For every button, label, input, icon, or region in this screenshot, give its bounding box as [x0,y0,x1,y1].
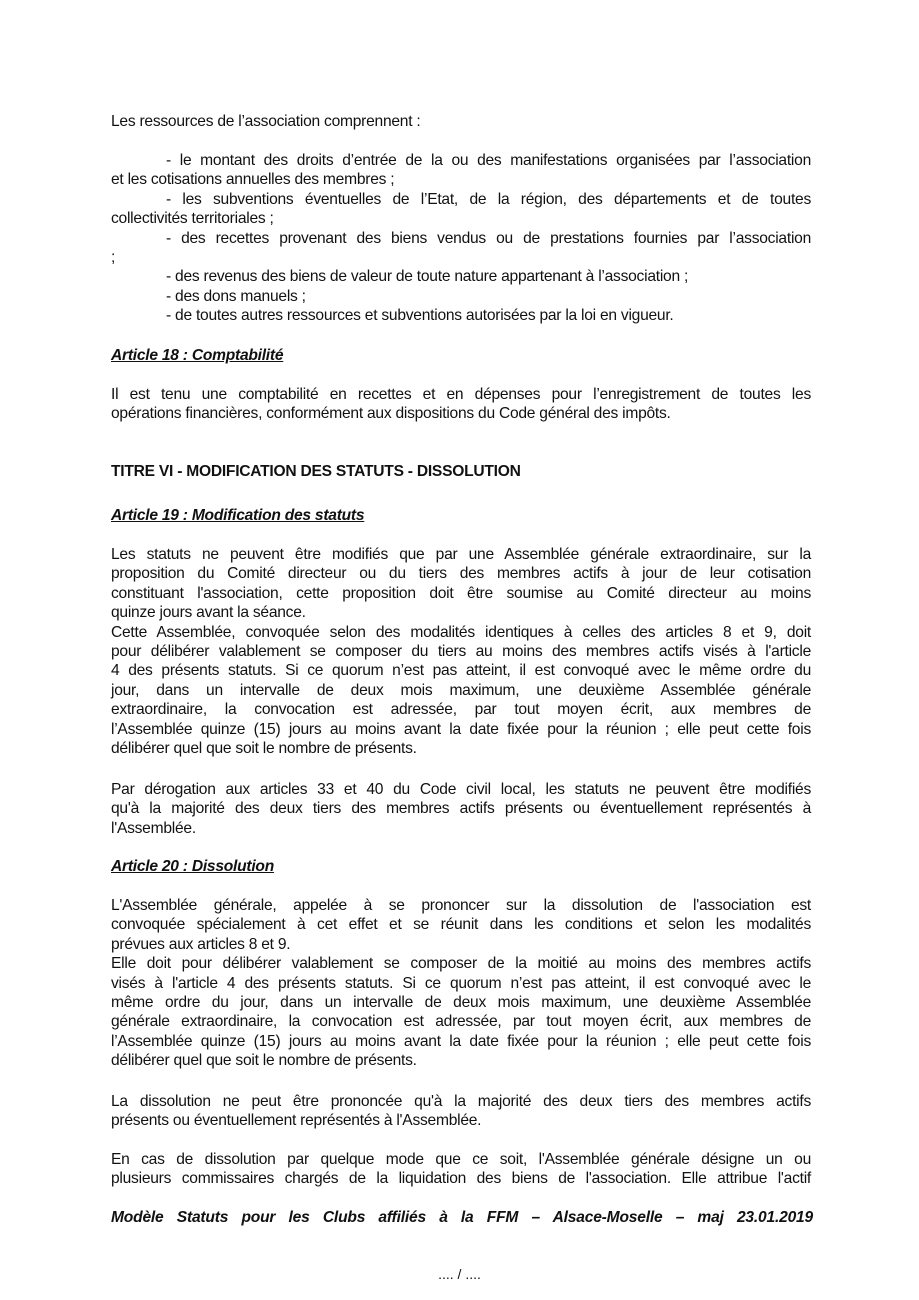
text-line: constituant l'association, cette proposition doit être soumise au Comité directeur au moins [111,584,811,602]
resource-item-3-cont: ; [111,249,116,267]
text-line: proposition du Comité directeur ou du tiers des membres actifs à jour de leur cotisation [111,565,811,583]
resources-list [111,151,811,326]
article-20-para-3 [111,1092,811,1131]
titre-6-wrap [111,462,811,481]
text-line: présents ou éventuellement représentés à l'Assemblée. [111,1112,482,1130]
resource-item-2: - les subventions éventuelles de l’Etat, de la région, des départements et de toutes [166,190,811,208]
text-line: jour, dans un intervalle de deux mois maximum, une deuxième Assemblée générale [111,681,811,699]
text-line: l’Assemblée quinze (15) jours au moins avant la date fixée pour la réunion ; elle peut cette fois [111,1032,811,1050]
text-line: qu'à la majorité des deux tiers des membres actifs présents ou éventuellement représentés à [111,800,811,818]
article-20-para-1-2 [111,896,811,1071]
text-line: prévues aux articles 8 et 9. [111,935,291,953]
text-line: l'Assemblée. [111,819,196,837]
text-line: 4 des présents statuts. Si ce quorum n’est pas atteint, il est convoqué avec le même ordre du [111,662,811,680]
text-line: délibérer quel que soit le nombre de présents. [111,1052,417,1070]
text-line: La dissolution ne peut être prononcée qu'à la majorité des deux tiers des membres actifs [111,1093,811,1110]
text-line: quinze jours avant la séance. [111,604,306,622]
article-20-para-4 [111,1150,811,1189]
article-20-heading-wrap [111,857,811,876]
text-line: convoquée spécialement à cet effet et se réunit dans les conditions et selon les modalités [111,916,811,934]
titre-6-heading: TITRE VI - MODIFICATION DES STATUTS - DISSOLUTION [111,463,521,480]
resource-item-1: - le montant des droits d’entrée de la ou des manifestations organisées par l’association [166,152,811,169]
text-line: générale extraordinaire, la convocation est adressée, par tout moyen écrit, aux membres de [111,1013,811,1031]
text-line: Les statuts ne peuvent être modifiés que par une Assemblée générale extraordinaire, sur la [111,546,811,563]
article-18-line-1: Il est tenu une comptabilité en recettes et en dépenses pour l’enregistrement de toutes les [111,386,811,403]
resource-item-3: - des recettes provenant des biens vendus ou de prestations fournies par l’association [166,229,811,247]
article-18-heading-wrap [111,346,811,365]
text-line: Cette Assemblée, convoquée selon des modalités identiques à celles des articles 8 et 9, doit [111,623,811,641]
document-footer: Modèle Statuts pour les Clubs affiliés à la FFM – Alsace-Moselle – maj 23.01.2019 [111,1209,813,1226]
resources-intro: Les ressources de l’association comprennent : [111,113,421,130]
page-continuation-marker: .... / .... [438,1266,481,1282]
text-line: Par dérogation aux articles 33 et 40 du Code civil local, les statuts ne peuvent être modifiés [111,781,811,798]
resource-item-1-cont: et les cotisations annuelles des membres ; [111,171,395,189]
text-line: l’Assemblée quinze (15) jours au moins avant la date fixée pour la réunion ; elle peut cette fois [111,720,811,738]
article-19-heading-wrap [111,506,811,525]
resources-section [111,112,811,131]
article-19-heading: Article 19 : Modification des statuts [111,507,365,524]
resource-item-5: - des dons manuels ; [166,287,306,305]
article-19-para-3 [111,780,811,838]
text-line: plusieurs commissaires chargés de la liquidation des biens de l'association. Elle attribue l'actif [111,1170,811,1188]
article-18-heading: Article 18 : Comptabilité [111,347,284,364]
text-line: L'Assemblée générale, appelée à se prononcer sur la dissolution de l'association est [111,897,811,914]
text-line: Elle doit pour délibérer valablement se composer de la moitié au moins des membres actifs [111,955,811,973]
text-line: visés à l'article 4 des présents statuts. Si ce quorum n’est pas atteint, il est convoqué avec le [111,974,811,992]
text-line: délibérer quel que soit le nombre de présents. [111,740,417,758]
text-line: extraordinaire, la convocation est adressée, par tout moyen écrit, aux membres de [111,701,811,719]
text-line: pour délibérer valablement se composer du tiers au moins des membres actifs visés à l'article [111,643,811,661]
article-18-body [111,385,811,424]
resource-item-2-cont: collectivités territoriales ; [111,210,274,228]
article-19-para-1 [111,545,811,758]
text-line: même ordre du jour, dans un intervalle de deux mois maximum, une deuxième Assemblée [111,994,811,1012]
resource-item-6: - de toutes autres ressources et subventions autorisées par la loi en vigueur. [166,307,674,325]
article-20-heading: Article 20 : Dissolution [111,858,274,875]
article-18-line-2: opérations financières, conformément aux dispositions du Code général des impôts. [111,405,671,423]
text-line: En cas de dissolution par quelque mode que ce soit, l'Assemblée générale désigne un ou [111,1151,811,1168]
resource-item-4: - des revenus des biens de valeur de toute nature appartenant à l’association ; [166,268,689,286]
